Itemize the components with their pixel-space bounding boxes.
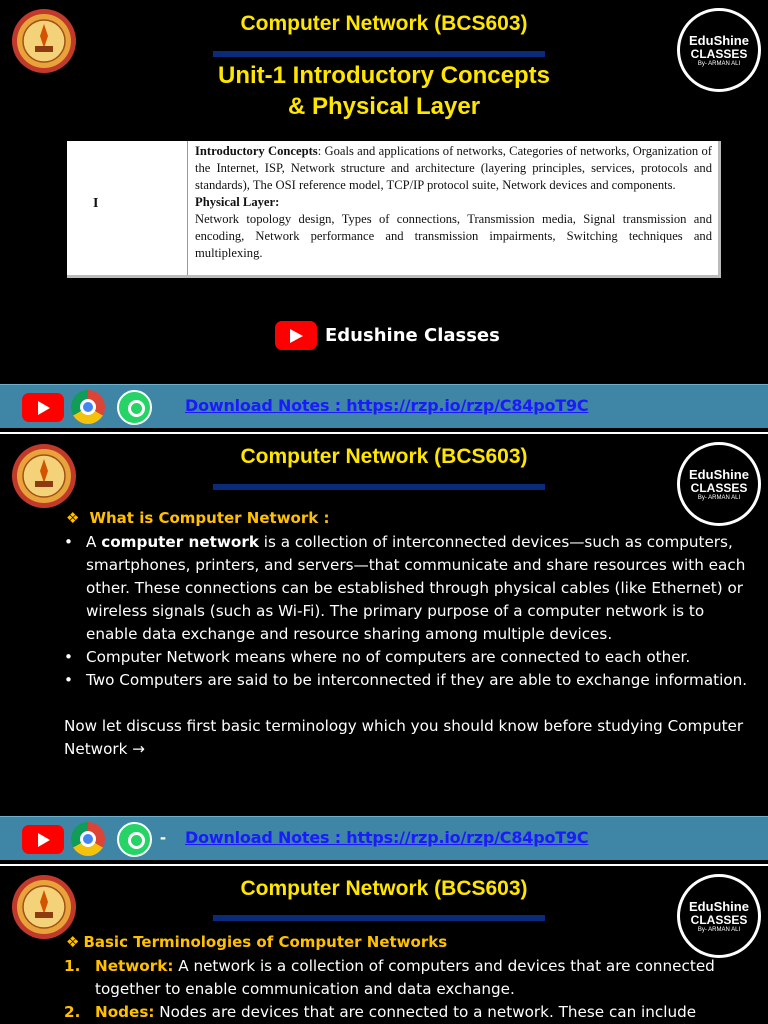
slide2-body: [64, 531, 754, 761]
intro-text: : Goals and applications of networks, Categories of networks, Organization of the Internet, ISP, Network structure and architecture (layering principles, services, protocols and standards), The OSI reference model, TCP/IP protocol suite, Network devices and components.: [195, 144, 712, 192]
list-item: 2. Nodes: Nodes are devices that are connected to a network. These can include: [64, 1001, 724, 1024]
list-item: • Two Computers are said to be interconnected if they are able to exchange information.: [64, 669, 754, 692]
channel-name: Edushine Classes: [325, 325, 500, 346]
item-number: 2.: [64, 1003, 81, 1021]
logo-line2: CLASSES: [690, 913, 748, 927]
youtube-icon[interactable]: [22, 393, 64, 422]
title-underline: [213, 51, 545, 57]
diamond-bullet-icon: ❖: [66, 933, 80, 951]
physical-label: Physical Layer:: [195, 195, 280, 209]
youtube-icon: [275, 321, 317, 350]
list-item: • A computer network is a collection of interconnected devices—such as computers, smartphones, printers, and servers—that communicate and share resources with each other. These connections can be established through physical cables (like Ethernet) or wireless signals (such as Wi-Fi). The primary purpose of a computer network is to enable data exchange and resource sharing among multiple devices.: [64, 531, 754, 646]
syllabus-divider: [187, 141, 188, 275]
chrome-icon[interactable]: [71, 390, 105, 424]
chrome-icon[interactable]: [71, 822, 105, 856]
youtube-icon[interactable]: [22, 825, 64, 854]
term-label: Nodes:: [95, 1003, 155, 1021]
syllabus-table: [67, 141, 721, 278]
slide3-body: [64, 955, 724, 1024]
channel-link[interactable]: [275, 321, 500, 350]
logo-line3: By- ARMAN ALI: [697, 927, 741, 933]
course-title: Computer Network (BCS603): [240, 445, 528, 468]
heading-text: What is Computer Network :: [89, 509, 330, 527]
list-item: • Computer Network means where no of computers are connected to each other.: [64, 646, 754, 669]
logo-line1: EduShine: [689, 467, 749, 482]
download-notes-link[interactable]: Download Notes : https://rzp.io/rzp/C84poT9C: [185, 396, 589, 415]
whatsapp-icon[interactable]: [117, 822, 152, 857]
term-label: Network:: [95, 957, 174, 975]
slide-1: [0, 0, 768, 432]
unit-title-line2: & Physical Layer: [287, 93, 481, 120]
bold-term: computer network: [101, 533, 259, 551]
logo-line3: By- ARMAN ALI: [697, 495, 741, 501]
syllabus-unit-number: I: [93, 196, 99, 211]
closing-text: Now let discuss first basic terminology which you should know before studying Computer Network →: [64, 717, 744, 758]
unit-title-line1: Unit-1 Introductory Concepts: [217, 62, 550, 89]
bullet-list: [64, 531, 754, 692]
logo-line3: By- ARMAN ALI: [697, 61, 741, 67]
intro-label: Introductory Concepts: [195, 144, 318, 158]
whatsapp-icon[interactable]: [117, 390, 152, 425]
bar-dash: -: [160, 827, 166, 847]
download-notes-link[interactable]: Download Notes : https://rzp.io/rzp/C84poT9C: [185, 828, 589, 847]
course-title: Computer Network (BCS603): [240, 12, 528, 35]
section-heading: [66, 933, 447, 951]
logo-line1: EduShine: [689, 33, 749, 48]
section-heading: [66, 509, 329, 527]
heading-text: Basic Terminologies of Computer Networks: [83, 933, 448, 951]
edushine-logo: [677, 874, 761, 958]
title-underline: [213, 484, 545, 490]
slide-2: [0, 434, 768, 864]
title-underline: [213, 915, 545, 921]
course-title: Computer Network (BCS603): [240, 877, 528, 900]
logo-line2: CLASSES: [690, 47, 748, 61]
terms-list: [64, 955, 724, 1024]
download-bar-2: [0, 816, 768, 860]
logo-line1: EduShine: [689, 899, 749, 914]
item-number: 1.: [64, 957, 81, 975]
download-bar-1: [0, 384, 768, 428]
syllabus-text: [195, 143, 712, 262]
list-item: 1. Network: A network is a collection of computers and devices that are connected together to enable communication and data exchange.: [64, 957, 715, 998]
physical-text: Network topology design, Types of connections, Transmission media, Signal transmission and encoding, Network performance and transmission impairments, Switching techniques and multiplexing.: [195, 212, 712, 260]
edushine-logo: [677, 442, 761, 526]
slide-3: [0, 866, 768, 1024]
diamond-bullet-icon: ❖: [66, 509, 80, 527]
logo-line2: CLASSES: [690, 481, 748, 495]
